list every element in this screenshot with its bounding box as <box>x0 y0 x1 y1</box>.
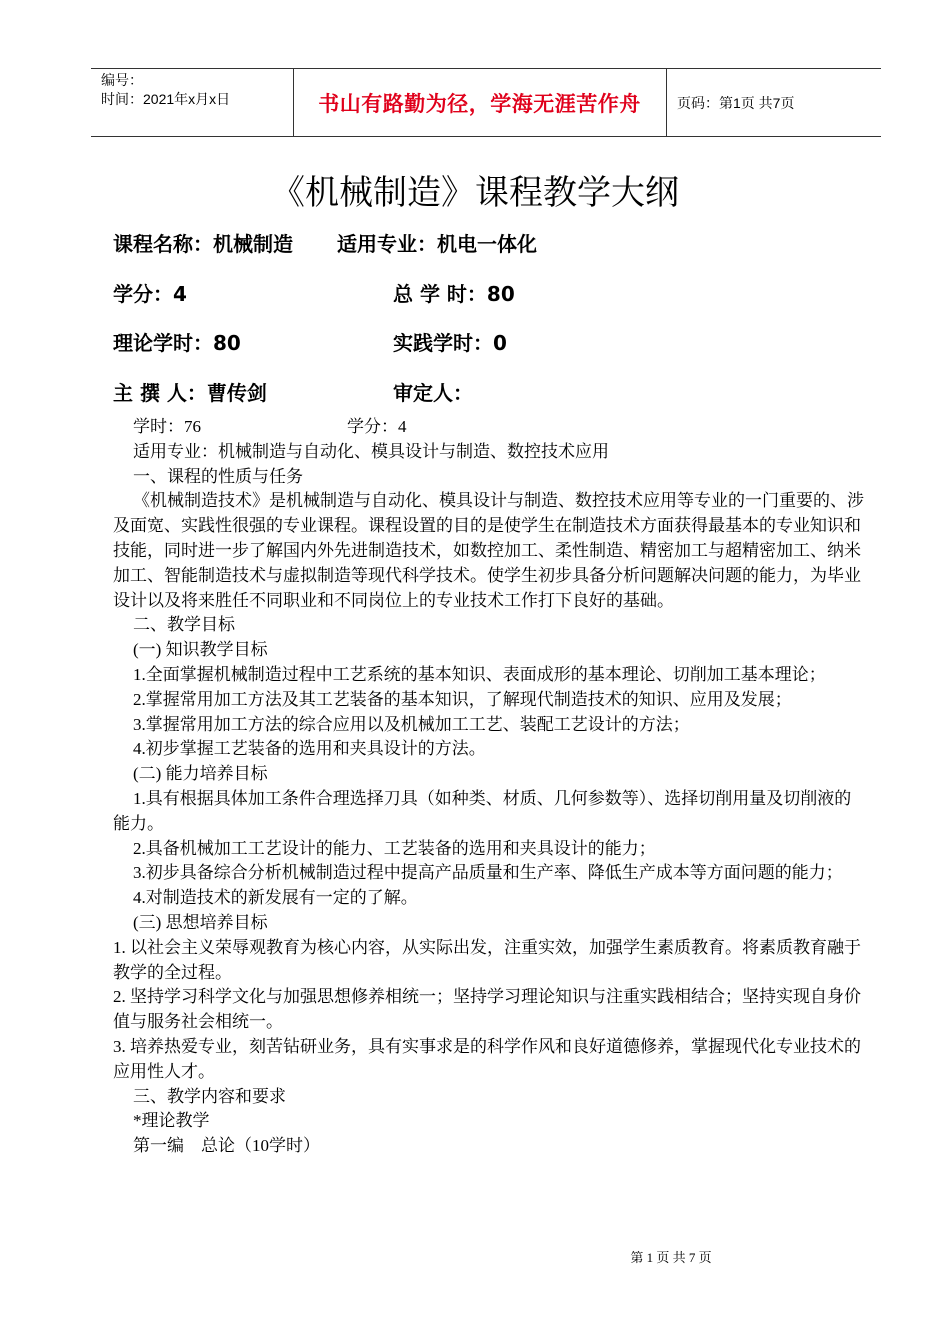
course-credits: 学分：4 <box>113 282 187 306</box>
applicable-majors: 适用专业：机械制造与自动化、模具设计与制造、数控技术应用 <box>133 441 609 461</box>
list-item: 3.掌握常用加工方法的综合应用以及机械加工工艺、装配工艺设计的方法； <box>133 714 690 734</box>
course-name: 课程名称：机械制造 <box>113 232 293 256</box>
header-page-info: 页码：第1页 共7页 <box>677 94 795 111</box>
page-footer <box>0 1247 950 1266</box>
course-major: 适用专业：机电一体化 <box>337 232 537 256</box>
section-heading: 三、教学内容和要求 <box>133 1086 286 1106</box>
header-divider <box>666 69 667 136</box>
list-item: 2.掌握常用加工方法及其工艺装备的基本知识，了解现代制造技术的知识、应用及发展； <box>133 689 792 709</box>
list-item: 2. 坚持学习科学文化与加强思想修养相统一；坚持学习理论知识与注重实践相结合；坚持实现自身价值与服务社会相统一。 <box>113 987 861 1032</box>
subsection-heading: (一) 知识教学目标 <box>133 640 268 660</box>
list-item: 4.对制造技术的新发展有一定的了解。 <box>133 888 418 908</box>
course-practice-hours: 实践学时：0 <box>393 331 507 355</box>
page-header <box>91 68 881 137</box>
paragraph: 《机械制造技术》是机械制造与自动化、模具设计与制造、数控技术应用等专业的一门重要的、涉及面宽、实践性很强的专业课程。课程设置的目的是使学生在制造技术方面获得最基本的专业知识和技能，同时进一步了解国内外先进制造技术，如数控加工、柔性制造、精密加工与超精密加工、纳米加工、智能制造技术与虚拟制造等现代科学技术。使学生初步具备分析问题解决问题的能力，为毕业设计以及将来胜任不同职业和不同岗位上的专业技术工作打下良好的基础。 <box>113 491 864 610</box>
list-item: 4.初步掌握工艺装备的选用和夹具设计的方法。 <box>133 739 486 759</box>
subsection-heading: (三) 思想培养目标 <box>133 912 268 932</box>
document-title: 《机械制造》课程教学大纲 <box>271 173 679 213</box>
list-item: 3. 培养热爱专业，刻苦钻研业务，具有实事求是的科学作风和良好道德修养，掌握现代化专业技术的应用性人才。 <box>113 1036 861 1081</box>
header-number: 编号： <box>101 72 143 88</box>
list-item: 1.具有根据具体加工条件合理选择刀具（如种类、材质、几何参数等）、选择切削用量及切削液的能力。 <box>113 788 852 833</box>
list-item: 1.全面掌握机械制造过程中工艺系统的基本知识、表面成形的基本理论、切削加工基本理论； <box>133 664 826 684</box>
header-motto: 书山有路勤为径，学海无涯苦作舟 <box>318 90 641 116</box>
theory-label: *理论教学 <box>133 1111 210 1131</box>
course-total-hours: 总 学 时：80 <box>393 282 515 306</box>
document-body <box>113 415 865 1159</box>
header-time: 时间：2021年x月x日 <box>101 91 231 107</box>
list-item: 3.初步具备综合分析机械制造过程中提高产品质量和生产率、降低生产成本等方面问题的能力； <box>133 863 843 883</box>
subsection-heading: (二) 能力培养目标 <box>133 764 268 784</box>
header-info <box>101 71 230 109</box>
course-theory-hours: 理论学时：80 <box>113 331 241 355</box>
section-heading: 二、教学目标 <box>133 615 235 635</box>
course-reviewer: 审定人： <box>393 381 473 405</box>
section-heading: 一、课程的性质与任务 <box>133 466 303 486</box>
part-heading: 第一编 总论（10学时） <box>133 1136 320 1156</box>
footer-page-number: 第 1 页 共 7 页 <box>630 1250 712 1265</box>
course-author: 主 撰 人：曹传剑 <box>113 381 267 405</box>
list-item: 1. 以社会主义荣辱观教育为核心内容，从实际出发，注重实效，加强学生素质教育。将素质教育融于教学的全过程。 <box>113 937 861 982</box>
hours-text: 学时：76 <box>133 417 201 436</box>
hours-credits-line <box>113 415 865 440</box>
list-item: 2.具备机械加工工艺设计的能力、工艺装备的选用和夹具设计的能力； <box>133 838 656 858</box>
credits-text: 学分：4 <box>347 417 407 436</box>
